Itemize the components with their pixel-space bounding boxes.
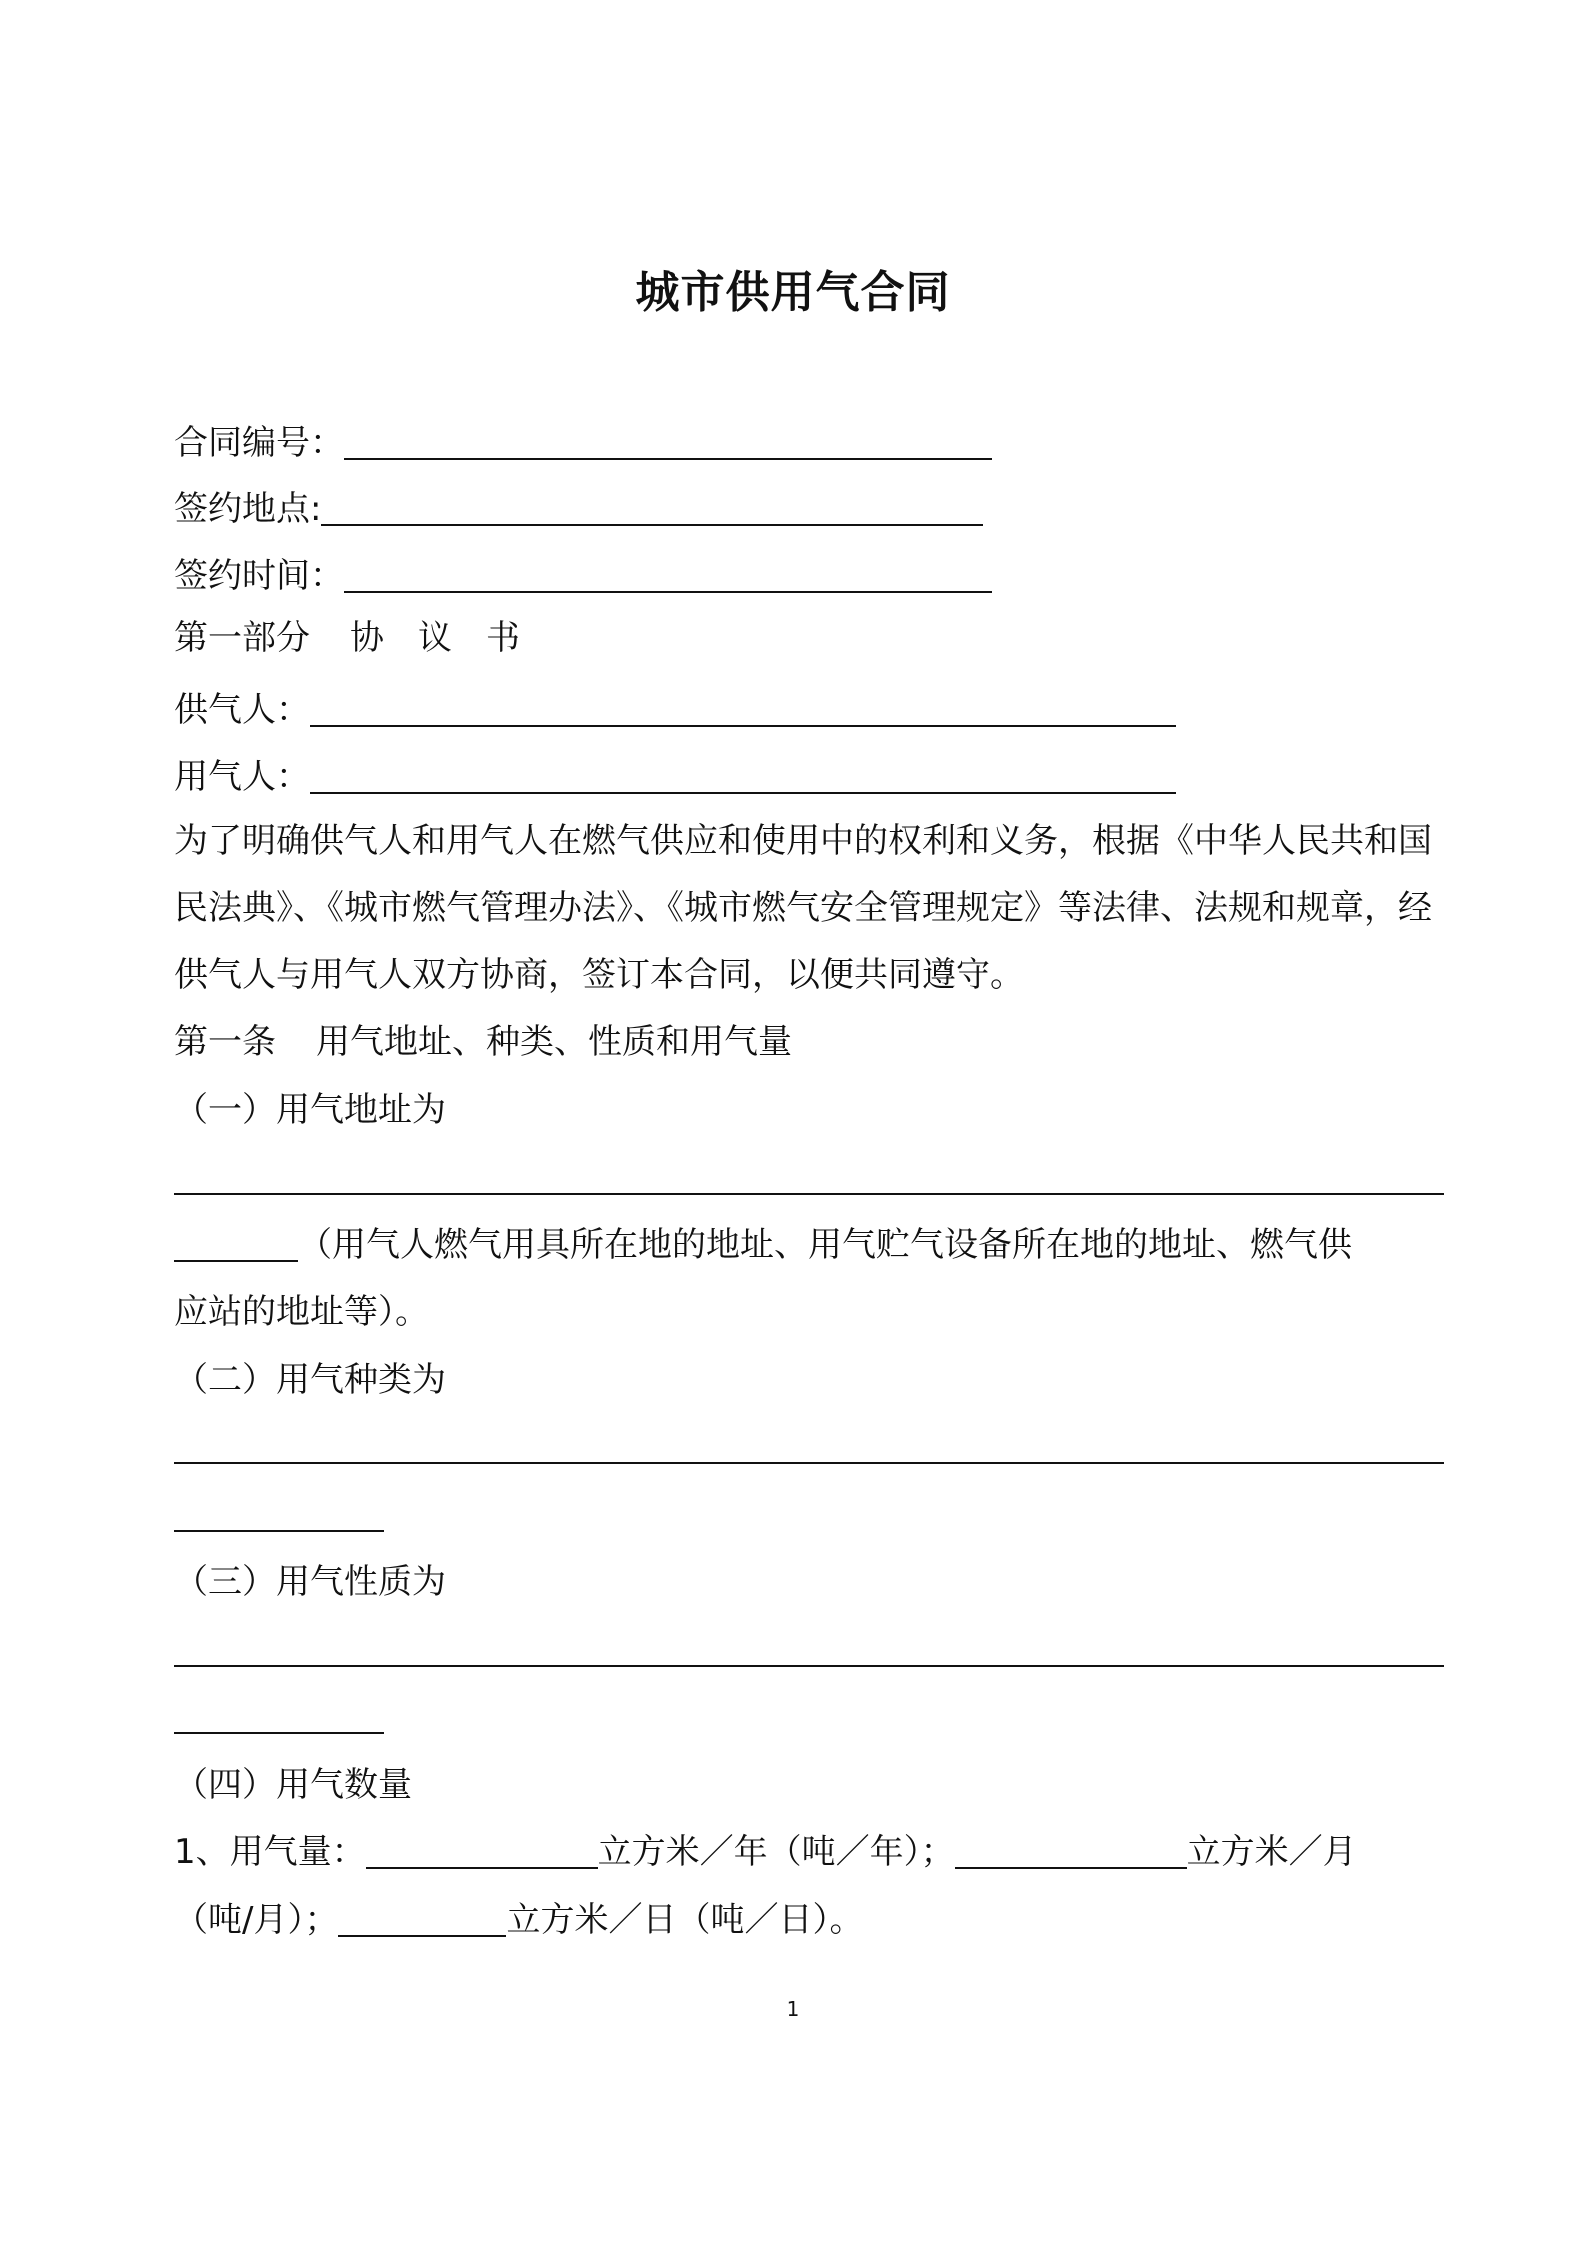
type-blank-cont[interactable]: [174, 1498, 384, 1532]
user-label: 用气人：: [174, 757, 310, 797]
contract-number-blank[interactable]: [344, 426, 992, 460]
quantity-per-day: 立方米／日（吨／日）。: [506, 1900, 864, 1940]
quantity-per-month: 立方米／月: [1186, 1832, 1357, 1872]
quantity-month-blank[interactable]: [955, 1835, 1187, 1869]
nature-blank-row: [174, 1627, 1444, 1673]
address-note-cont-row: [174, 1289, 429, 1335]
nature-label: （三）用气性质为: [174, 1562, 446, 1602]
quantity-label-row: [174, 1762, 412, 1808]
contract-number-row: [174, 420, 992, 466]
type-label: （二）用气种类为: [174, 1360, 446, 1400]
part-one-label: 第一部分: [174, 618, 310, 658]
quantity-per-month-unit2: （吨/月）；: [174, 1900, 339, 1940]
part-one-heading: [174, 615, 520, 661]
nature-label-row: [174, 1559, 446, 1605]
quantity-per-year: 立方米／年（吨／年）；: [597, 1832, 955, 1872]
nature-blank-cont[interactable]: [174, 1700, 384, 1734]
address-blank-cont[interactable]: [174, 1228, 298, 1262]
nature-blank[interactable]: [174, 1633, 1444, 1667]
address-note: （用气人燃气用具所在地的地址、用气贮气设备所在地的地址、燃气供: [298, 1225, 1352, 1265]
contract-number-label: 合同编号：: [174, 423, 344, 463]
address-note-cont: 应站的地址等）。: [174, 1292, 429, 1332]
sign-place-blank[interactable]: [321, 492, 983, 526]
article-one-heading: [174, 1019, 792, 1065]
type-blank-row: [174, 1424, 1444, 1470]
type-blank-cont-row: [174, 1492, 384, 1538]
address-blank-row: [174, 1155, 1444, 1201]
supplier-label: 供气人：: [174, 690, 310, 730]
page-number: 1: [786, 1997, 800, 2021]
document-title: 城市供用气合同: [635, 267, 951, 318]
supplier-row: [174, 687, 1176, 733]
sign-time-label: 签约时间：: [174, 556, 344, 596]
type-blank[interactable]: [174, 1430, 1444, 1464]
sign-time-row: [174, 553, 992, 599]
sign-time-blank[interactable]: [344, 559, 992, 593]
intro-paragraph: 为了明确供气人和用气人在燃气供应和使用中的权利和义务，根据《中华人民共和国民法典》、《城市燃气管理办法》、《城市燃气安全管理规定》等法律、法规和规章，经供气人与用气人双方协商，签订本合同，以便共同遵守。: [174, 821, 1432, 995]
supplier-blank[interactable]: [310, 693, 1176, 727]
quantity-label: （四）用气数量: [174, 1765, 412, 1805]
user-row: [174, 754, 1176, 800]
address-note-row: [174, 1222, 1352, 1268]
quantity-row-2: [174, 1897, 863, 1943]
type-label-row: [174, 1357, 446, 1403]
user-blank[interactable]: [310, 760, 1176, 794]
quantity-row-1: [174, 1829, 1357, 1875]
article-one-label: 第一条: [174, 1022, 276, 1062]
quantity-prefix: 1、用气量：: [174, 1832, 366, 1872]
address-label-row: [174, 1087, 446, 1133]
quantity-year-blank[interactable]: [366, 1835, 598, 1869]
sign-place-row: [174, 486, 983, 532]
sign-place-label: 签约地点:: [174, 489, 322, 529]
address-label: （一）用气地址为: [174, 1090, 446, 1130]
address-blank[interactable]: [174, 1161, 1444, 1195]
part-one-name: 协 议 书: [350, 618, 520, 658]
nature-blank-cont-row: [174, 1694, 384, 1740]
article-one-title: 用气地址、种类、性质和用气量: [316, 1022, 792, 1062]
quantity-day-blank[interactable]: [338, 1903, 506, 1937]
